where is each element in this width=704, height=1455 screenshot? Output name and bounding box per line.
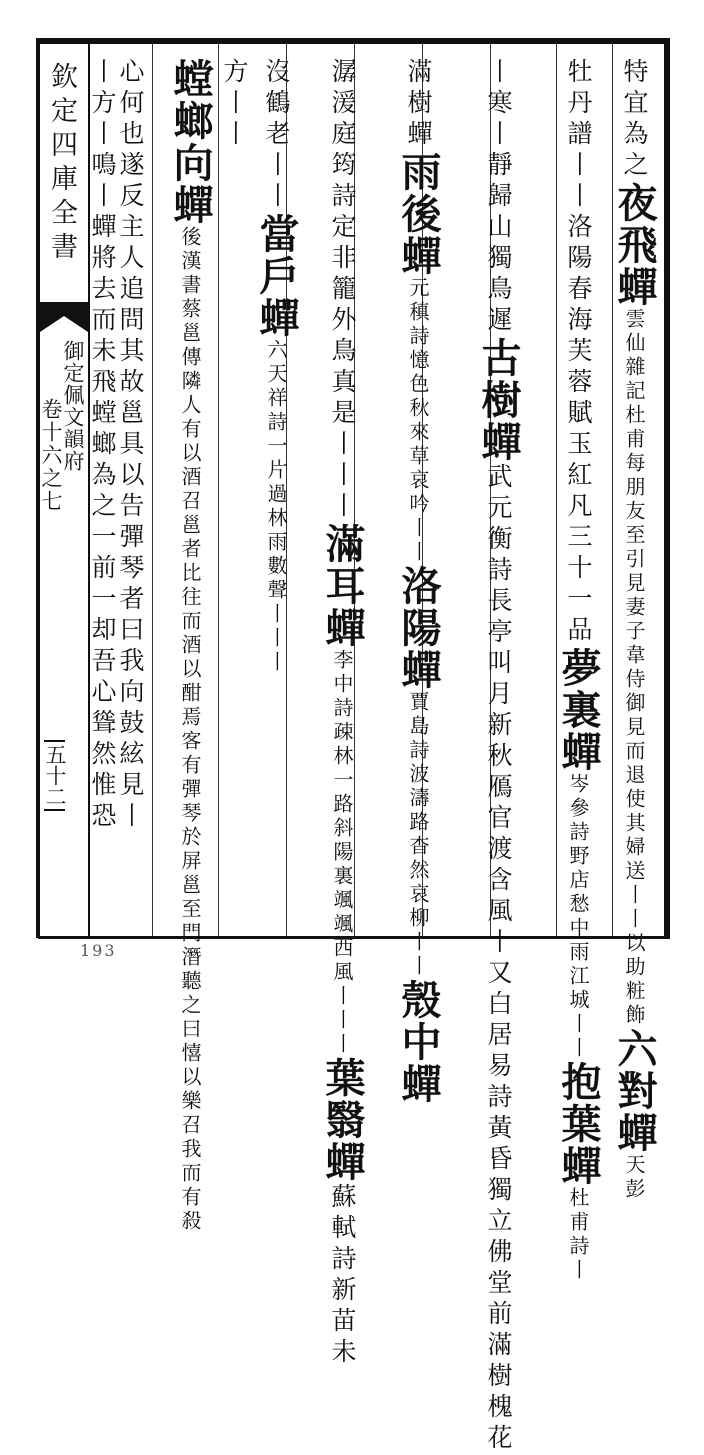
entry-text: 李中詩疎林一路斜陽裏颯颯西風丨丨丨 [330,649,354,1057]
entry-text: 牡丹譜丨丨洛陽春海芙蓉賦玉紅凡三十一品 [564,58,593,647]
entry-text: 沒鶴老丨丨 [262,58,291,213]
entry-heading: 雨後蟬 [395,151,442,277]
text-column-8 [167,58,214,1234]
entry-text: 元稹詩憶色秋來草哀吟丨丨 [406,277,430,565]
entry-text: 杜甫詩丨 [566,1187,590,1283]
entry-text: 特宜 [620,58,649,120]
text-column-6 [253,58,300,675]
entry-text: 丨寒丨靜歸山獨鳥遲 [484,58,513,337]
entry-heading: 夜飛蟬 [611,182,658,308]
entry-text: 武元衡詩長亭叫月新秋鴈官渡含風 [484,463,513,928]
column-rule [218,44,219,936]
book-title: 御定佩文韻府 [61,340,85,472]
text-column-3 [475,58,522,1455]
entry-text: 天彭 [622,1154,646,1202]
entry-heading: 古樹蟬 [475,337,522,463]
entry-heading: 夢裏蟬 [555,647,602,773]
entry-text: 蘇軾詩新苗未 [328,1183,357,1369]
entry-text: 方丨丨 [220,58,249,151]
column-rule [612,44,613,936]
entry-text: 後漢書蔡邕傳隣人有以酒召邕者比往而酒以酣焉客有彈琴於屏邕至門潛聽之曰憘以樂召我而有殺 [178,226,202,1234]
column-rule [556,44,557,936]
text-column-5 [319,58,366,1369]
entry-text: 心何也遂反主人追問其故邕具以告彈琴者曰我向鼓絃見丨 [116,58,145,833]
text-column-7 [222,58,247,151]
text-column-9 [118,58,143,833]
text-column-10 [90,58,115,833]
entry-text: 丨方丨鳴丨蟬將去而未飛螳螂為之一前一却吾心聳然惟恐 [88,58,117,833]
entry-heading: 當戶蟬 [253,213,300,339]
text-column-4 [395,58,442,1105]
entry-text: 為之 [620,120,649,182]
folio-number: 五十二 [44,740,65,811]
entry-text: 丨又白居易詩黃昏獨立佛堂前滿樹槐花 [484,928,513,1455]
entry-heading: 六對蟬 [611,1028,658,1154]
column-rule [152,44,153,936]
entry-heading: 抱葉蟬 [555,1061,602,1187]
text-column-1 [611,58,658,1202]
entry-text: 雲仙雜記杜甫每朋友至引見妻子韋侍御見而退使其婦送丨丨以助粧飾 [622,308,646,1028]
juan-label: 卷十六之七 [39,398,63,513]
page-number: 193 [80,941,117,960]
entry-heading: 葉翳蟬 [319,1057,366,1183]
entry-heading: 滿耳蟬 [319,523,366,649]
entry-text: 六天祥詩一片過林雨數聲丨丨丨 [264,339,288,675]
entry-text: 賈島詩波濤路杳然哀柳丨丨 [406,691,430,979]
entry-text: 滿樹蟬 [404,58,433,151]
entry-text: 潺湲庭筠詩定非籠外鳥真是丨丨丨 [328,58,357,523]
fishtail-mark-icon [40,302,88,332]
entry-heading: 洛陽蟬 [395,565,442,691]
frame-right-border [664,38,670,938]
text-column-2 [555,58,602,1283]
library-title: 欽定四庫全書 [46,62,77,266]
entry-heading: 殼中蟬 [395,979,442,1105]
entry-text: 岑參詩野店愁中雨江城丨丨 [566,773,590,1061]
entry-heading: 螳螂向蟬 [167,58,214,226]
